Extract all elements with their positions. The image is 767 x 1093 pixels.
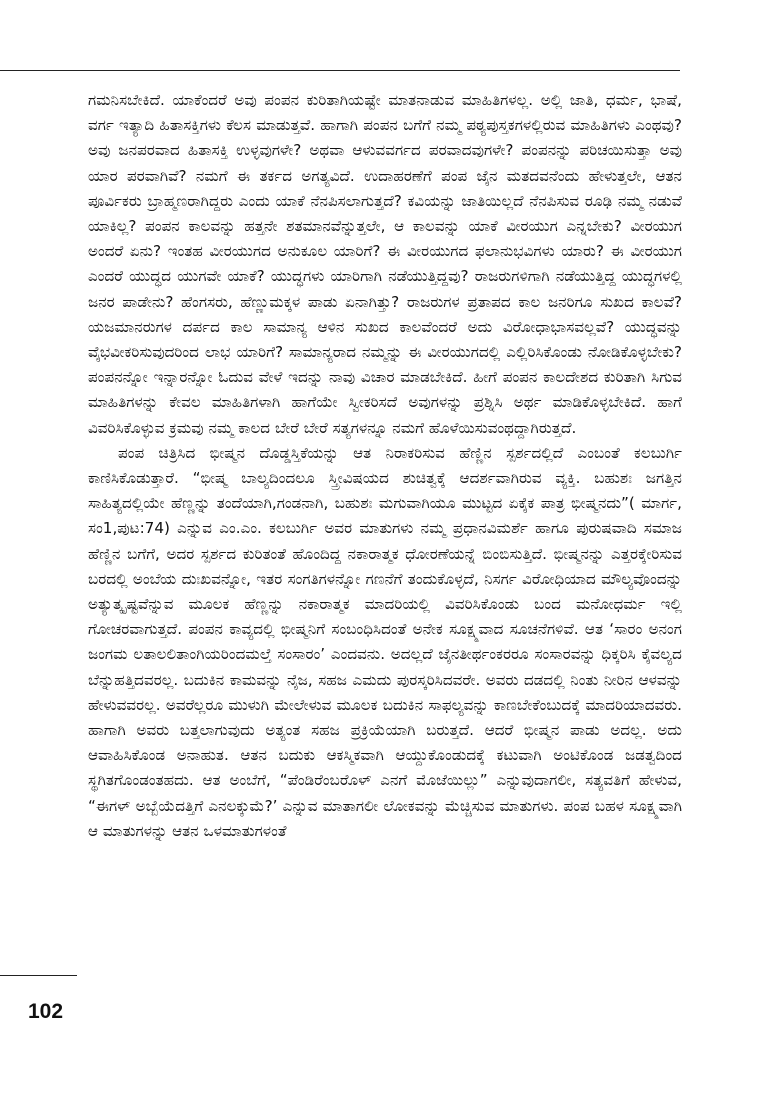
paragraph-1: ಗಮನಿಸಬೇಕಿದೆ. ಯಾಕೆಂದರೆ ಅವು ಪಂಪನ ಕುರಿತಾಗಿಯಷ್ಟೇ ಮಾತನಾಡುವ ಮಾಹಿತಿಗಳಲ್ಲ. ಅಲ್ಲಿ ಜಾತಿ, ಧರ್ಮ, ಭಾಷೆ, ವರ್ಗ ಇತ್ಯಾದಿ ಹಿತಾಸಕ್ತಿಗಳು ಕೆಲಸ ಮಾಡುತ್ತವೆ. ಹಾಗಾಗಿ ಪಂಪನ ಬಗೆಗೆ ನಮ್ಮ ಪಠ್ಯಪುಸ್ತಕಗಳಲ್ಲಿರುವ ಮಾಹಿತಿಗಳು ಎಂಥವು? ಅವು ಜನಪರವಾದ ಹಿತಾಸಕ್ತಿ ಉಳ್ಳವುಗಳೇ? ಅಥವಾ ಆಳುವವರ್ಗದ ಪರವಾದವುಗಳೇ? ಪಂಪನನ್ನು ಪರಿಚಯಿಸುತ್ತಾ ಅವು ಯಾರ ಪರವಾಗಿವೆ? ನಮಗೆ ಈ ತರ್ಕದ ಅಗತ್ಯವಿದೆ. ಉದಾಹರಣೆಗೆ ಪಂಪ ಜೈನ ಮತದವನೆಂದು ಹೇಳುತ್ತಲೇ, ಆತನ ಪೂರ್ವಿಕರು ಬ್ರಾಹ್ಮಣರಾಗಿದ್ದರು ಎಂದು ಯಾಕೆ ನೆನಪಿಸಲಾಗುತ್ತದೆ? ಕವಿಯನ್ನು ಜಾತಿಯಿಲ್ಲದೆ ನೆನಪಿಸುವ ರೂಢಿ ನಮ್ಮ ನಡುವೆ ಯಾಕಿಲ್ಲ? ಪಂಪನ ಕಾಲವನ್ನು ಹತ್ತನೇ ಶತಮಾನವೆನ್ನುತ್ತಲೇ, ಆ ಕಾಲವನ್ನು ಯಾಕೆ ವೀರಯುಗ ಎನ್ನಬೇಕು? ವೀರಯುಗ ಅಂದರೆ ಏನು? ಇಂತಹ ವೀರಯುಗದ ಅನುಕೂಲ ಯಾರಿಗೆ? ಈ ವೀರಯುಗದ ಫಲಾನುಭವಿಗಳು ಯಾರು? ಈ ವೀರಯುಗ ಎಂದರೆ ಯುದ್ಧದ ಯುಗವೇ ಯಾಕೆ? ಯುದ್ಧಗಳು ಯಾರಿಗಾಗಿ ನಡೆಯುತ್ತಿದ್ದವು? ರಾಜರುಗಳಿಗಾಗಿ ನಡೆಯುತ್ತಿದ್ದ ಯುದ್ಧಗಳಲ್ಲಿ ಜನರ ಪಾಡೇನು? ಹೆಂಗಸರು, ಹೆಣ್ಣುಮಕ್ಕಳ ಪಾಡು ಏನಾಗಿತ್ತು? ರಾಜರುಗಳ ಪ್ರತಾಪದ ಕಾಲ ಜನರಿಗೂ ಸುಖದ ಕಾಲವೆ? ಯಜಮಾನರುಗಳ ದರ್ಪದ ಕಾಲ ಸಾಮಾನ್ಯ ಆಳಿನ ಸುಖದ ಕಾಲವೆಂದರೆ ಅದು ವಿರೋಧಾಭಾಸವಲ್ಲವೆ? ಯುದ್ಧವನ್ನು ವೈಭವೀಕರಿಸುವುದರಿಂದ ಲಾಭ ಯಾರಿಗೆ? ಸಾಮಾನ್ಯರಾದ ನಮ್ಮನ್ನು ಈ ವೀರಯುಗದಲ್ಲಿ ಎಲ್ಲಿರಿಸಿಕೊಂಡು ನೋಡಿಕೊಳ್ಳಬೇಕು? ಪಂಪನನ್ನೋ ಇನ್ನಾರನ್ನೋ ಓದುವ ವೇಳೆ ಇದನ್ನು ನಾವು ವಿಚಾರ ಮಾಡಬೇಕಿದೆ. ಹೀಗೆ ಪಂಪನ ಕಾಲದೇಶದ ಕುರಿತಾಗಿ ಸಿಗುವ ಮಾಹಿತಿಗಳನ್ನು ಕೇವಲ ಮಾಹಿತಿಗಳಾಗಿ ಹಾಗೆಯೇ ಸ್ವೀಕರಿಸದೆ ಅವುಗಳನ್ನು ಪ್ರಶ್ನಿಸಿ ಅರ್ಥ ಮಾಡಿಕೊಳ್ಳಬೇಕಿದೆ. ಹಾಗೆ ವಿವರಿಸಿಕೊಳ್ಳುವ ಕ್ರಮವು ನಮ್ಮ ಕಾಲದ ಬೇರೆ ಬೇರೆ ಸತ್ಯಗಳನ್ನೂ ನಮಗೆ ಹೊಳೆಯಿಸುವಂಥದ್ದಾಗಿರುತ್ತದೆ. <box>88 91 682 437</box>
page-body <box>88 88 682 844</box>
header-rule <box>0 70 680 71</box>
page-number: 102 <box>28 1000 64 1023</box>
paragraph-2: ಪಂಪ ಚಿತ್ರಿಸಿದ ಭೀಷ್ಮನ ದೊಡ್ಡಸ್ತಿಕೆಯನ್ನು ಆತ ನಿರಾಕರಿಸುವ ಹೆಣ್ಣಿನ ಸ್ಪರ್ಶದಲ್ಲಿದೆ ಎಂಬಂತೆ ಕಲಬುರ್ಗಿ ಕಾಣಿಸಿಕೊಡುತ್ತಾರೆ. “ಭೀಷ್ಮ ಬಾಲ್ಯದಿಂದಲೂ ಸ್ತ್ರೀವಿಷಯದ ಶುಚಿತ್ವಕ್ಕೆ ಆದರ್ಶವಾಗಿರುವ ವ್ಯಕ್ತಿ. ಬಹುಶಃ ಜಗತ್ತಿನ ಸಾಹಿತ್ಯದಲ್ಲಿಯೇ ಹೆಣ್ಣನ್ನು ತಂದೆಯಾಗಿ,ಗಂಡನಾಗಿ, ಬಹುಶಃ ಮಗುವಾಗಿಯೂ ಮುಟ್ಟದ ಏಕೈಕ ಪಾತ್ರ ಭೀಷ್ಮನದು”( ಮಾರ್ಗ, ಸಂ1,ಪುಟ:74) ಎನ್ನುವ ಎಂ.ಎಂ. ಕಲಬುರ್ಗಿ ಅವರ ಮಾತುಗಳು ನಮ್ಮ ಪ್ರಧಾನವಿಮರ್ಶೆ ಹಾಗೂ ಪುರುಷವಾದಿ ಸಮಾಜ ಹೆಣ್ಣಿನ ಬಗೆಗೆ, ಅದರ ಸ್ಪರ್ಶದ ಕುರಿತಂತೆ ಹೊಂದಿದ್ದ ನಕಾರಾತ್ಮಕ ಧೋರಣೆಯನ್ನೆ ಬಿಂಬಿಸುತ್ತಿದೆ. ಭೀಷ್ಮನನ್ನು ಎತ್ತರಕ್ಕೇರಿಸುವ ಬರದಲ್ಲಿ ಅಂಬೆಯ ದುಃಖವನ್ನೋ, ಇತರ ಸಂಗತಿಗಳನ್ನೋ ಗಣನೆಗೆ ತಂದುಕೊಳ್ಳದೆ, ನಿಸರ್ಗ ವಿರೋಧಿಯಾದ ಮೌಲ್ಯವೊಂದನ್ನು ಅತ್ಯುತ್ಕೃಷ್ಟವೆನ್ನುವ ಮೂಲಕ ಹೆಣ್ಣನ್ನು ನಕಾರಾತ್ಮಕ ಮಾದರಿಯಲ್ಲಿ ವಿವರಿಸಿಕೊಂಡು ಬಂದ ಮನೋಧರ್ಮ ಇಲ್ಲಿ ಗೋಚರವಾಗುತ್ತದೆ. ಪಂಪನ ಕಾವ್ಯದಲ್ಲಿ ಭೀಷ್ಮನಿಗೆ ಸಂಬಂಧಿಸಿದಂತೆ ಅನೇಕ ಸೂಕ್ಷ್ಮವಾದ ಸೂಚನೆಗಳಿವೆ. ಆತ ‘ಸಾರಂ ಅನಂಗ ಜಂಗಮ ಲತಾಲಲಿತಾಂಗಿಯರಿಂದಮಲ್ತೆ ಸಂಸಾರಂ’ ಎಂದವನು. ಅದಲ್ಲದೆ ಜೈನತೀರ್ಥಂಕರರೂ ಸಂಸಾರವನ್ನು ಧಿಕ್ಕರಿಸಿ ಕೈವಲ್ಯದ ಬೆನ್ನುಹತ್ತಿದವರಲ್ಲ. ಬದುಕಿನ ಕಾಮವನ್ನು ನೈಜ, ಸಹಜ ಎಮದು ಪುರಸ್ಕರಿಸಿದವರೇ. ಅವರು ದಡದಲ್ಲಿ ನಿಂತು ನೀರಿನ ಆಳವನ್ನು ಹೇಳುವವರಲ್ಲ. ಅವರೆಲ್ಲರೂ ಮುಳುಗಿ ಮೇಲೇಳುವ ಮೂಲಕ ಬದುಕಿನ ಸಾಫಲ್ಯವನ್ನು ಕಾಣಬೇಕೆಂಬುದಕ್ಕೆ ಮಾದರಿಯಾದವರು. ಹಾಗಾಗಿ ಅವರು ಬತ್ತಲಾಗುವುದು ಅತ್ಯಂತ ಸಹಜ ಪ್ರಕ್ರಿಯೆಯಾಗಿ ಬರುತ್ತದೆ. ಆದರೆ ಭೀಷ್ಮನ ಪಾಡು ಅದಲ್ಲ. ಅದು ಆವಾಹಿಸಿಕೊಂಡ ಅನಾಹುತ. ಆತನ ಬದುಕು ಆಕಸ್ಮಿಕವಾಗಿ ಆಯ್ದುಕೊಂಡುದಕ್ಕೆ ಕಟುವಾಗಿ ಅಂಟಿಕೊಂಡ ಜಡತ್ವದಿಂದ ಸ್ಥಗಿತಗೊಂಡಂತಹದು. ಆತ ಅಂಬೆಗೆ, “ಪೆಂಡಿರೆಂಬರೊಳ್ ಎನಗೆ ಮೊಜೆಯಿಲ್ಲು” ಎನ್ನುವುದಾಗಲೀ, ಸತ್ಯವತಿಗೆ ಹೇಳುವ, “ಈಗಳ್ ಅಬ್ಬೆಯೆದತ್ತಿಗೆ ಎನಲಕ್ಕುಮೆ?’ ಎನ್ನುವ ಮಾತಾಗಲೀ ಲೋಕವನ್ನು ಮೆಚ್ಚಿಸುವ ಮಾತುಗಳು. ಪಂಪ ಬಹಳ ಸೂಕ್ಷ್ಮವಾಗಿ ಆ ಮಾತುಗಳನ್ನು ಆತನ ಒಳಮಾತುಗಳಂತೆ <box>88 443 682 840</box>
folio-rule <box>0 975 77 976</box>
